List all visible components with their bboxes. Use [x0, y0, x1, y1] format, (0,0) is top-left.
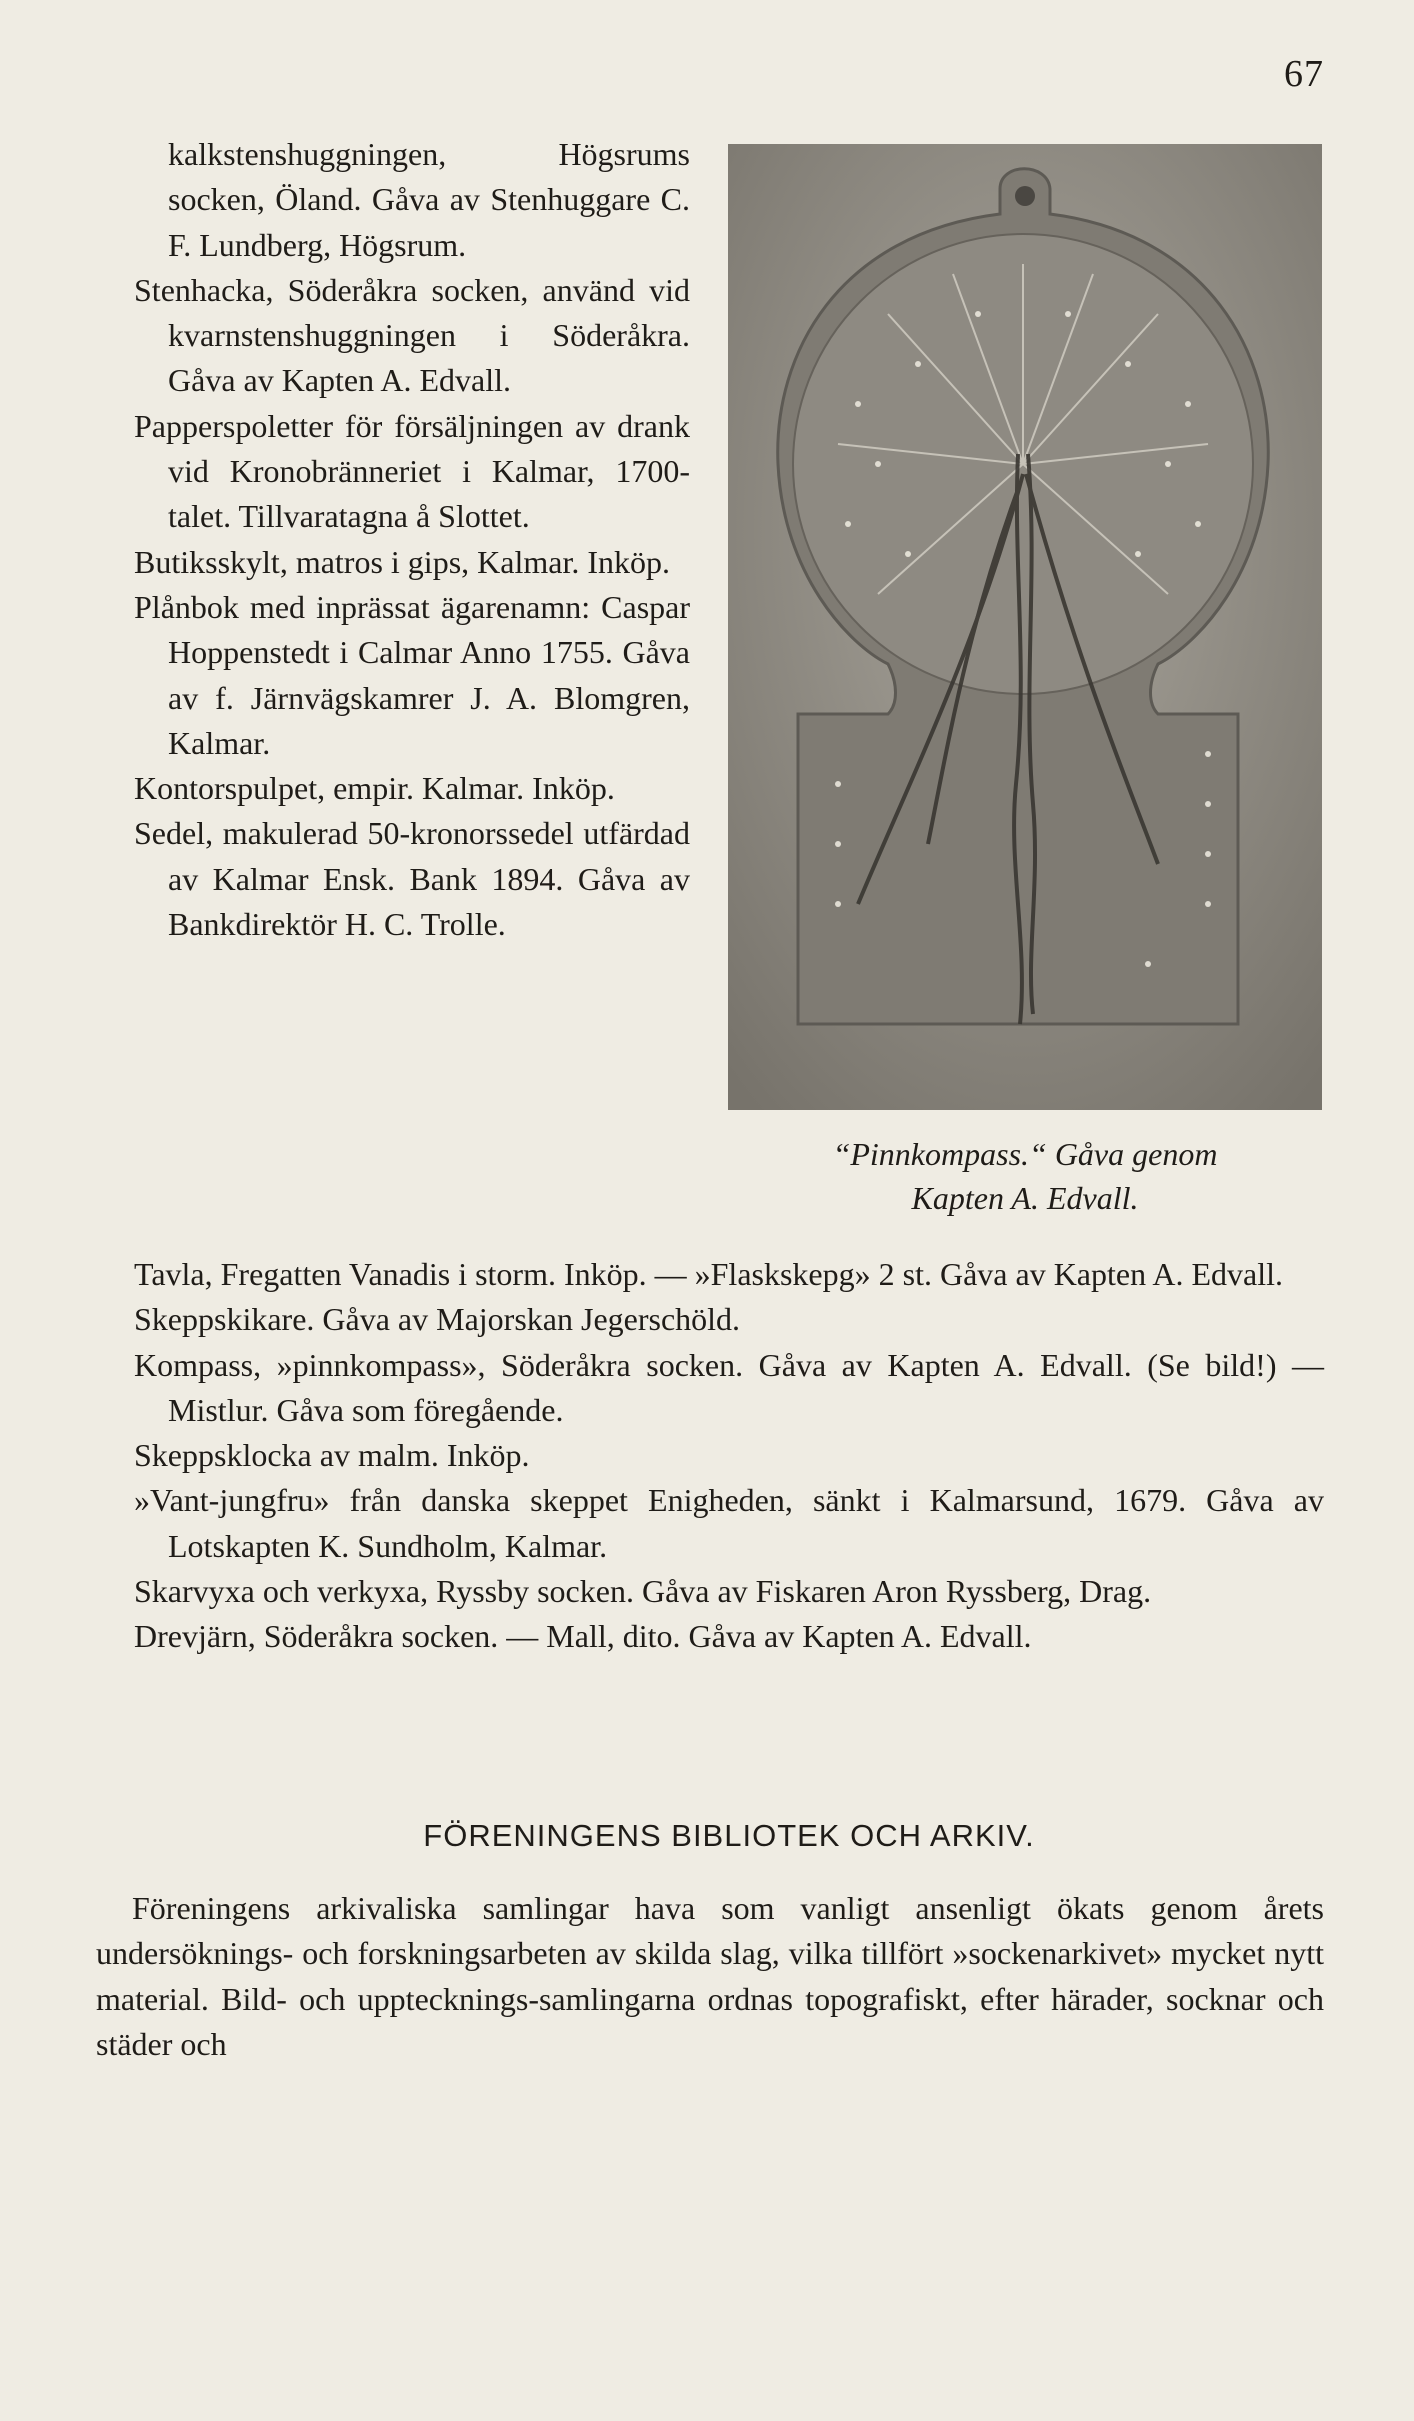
entry-item: »Vant-jungfru» från danska skeppet Enigheden, sänkt i Kalmarsund, 1679. Gåva av Lotskapten K. Sundholm, Kalmar.	[134, 1482, 1324, 1564]
entry-item: Skeppsklocka av malm. Inköp.	[134, 1437, 530, 1474]
entry-item: Kontorspulpet, empir. Kalmar. Inköp.	[134, 770, 615, 807]
body-paragraph: Föreningens arkivaliska samlingar hava som vanligt ansenligt ökats genom årets undersöknings- och forskningsarbeten av skilda slag, vilka tillfört »sockenarkivet» mycket nytt material. Bild- och upptecknings-samlingarna ordnas topografiskt, efter härader, socknar och städer och	[96, 1890, 1324, 2062]
entry-item: Butiksskylt, matros i gips, Kalmar. Inköp.	[134, 543, 670, 580]
full-width-entries	[134, 1252, 1324, 1660]
entry-item: Skarvyxa och verkyxa, Ryssby socken. Gåva av Fiskaren Aron Ryssberg, Drag.	[134, 1573, 1152, 1610]
pinnkompass-photo	[728, 144, 1322, 1110]
left-column-entries	[134, 132, 690, 947]
entry-item: kalkstenshuggningen, Högsrums socken, Öland. Gåva av Stenhuggare C. F. Lundberg, Högsrum.	[168, 136, 690, 263]
caption-line-1: “Pinnkompass.“ Gåva genom	[832, 1136, 1218, 1172]
figure-caption	[728, 1132, 1322, 1220]
entry-item: Tavla, Fregatten Vanadis i storm. Inköp. — »Flaskskepg» 2 st. Gåva av Kapten A. Edvall.	[134, 1256, 1283, 1292]
entry-item: Papperspoletter för försäljningen av drank vid Kronobränneriet i Kalmar, 1700-talet. Tillvaratagna å Slottet.	[134, 407, 690, 535]
entry-item: Plånbok med inprässat ägarenamn: Caspar Hoppenstedt i Calmar Anno 1755. Gåva av f. Järnvägskamrer J. A. Blomgren, Kalmar.	[134, 588, 690, 761]
page-number: 67	[1284, 53, 1324, 95]
entry-item: Sedel, makulerad 50-kronorssedel utfärdad av Kalmar Ensk. Bank 1894. Gåva av Bankdirektör H. C. Trolle.	[134, 815, 690, 943]
pinnkompass-image	[728, 144, 1322, 1110]
section-heading: FÖRENINGENS BIBLIOTEK OCH ARKIV.	[423, 1818, 1035, 1853]
caption-line-2: Kapten A. Edvall.	[911, 1180, 1139, 1216]
entry-item: Skeppskikare. Gåva av Majorskan Jegerschöld.	[134, 1301, 741, 1338]
entry-item: Stenhacka, Söderåkra socken, använd vid kvarnstenshuggningen i Söderåkra. Gåva av Kapten A. Edvall.	[134, 271, 690, 399]
entry-item: Drevjärn, Söderåkra socken. — Mall, dito. Gåva av Kapten A. Edvall.	[134, 1618, 1032, 1655]
entry-item: Kompass, »pinnkompass», Söderåkra socken. Gåva av Kapten A. Edvall. (Se bild!) — Mistlur. Gåva som föregående.	[134, 1346, 1324, 1428]
